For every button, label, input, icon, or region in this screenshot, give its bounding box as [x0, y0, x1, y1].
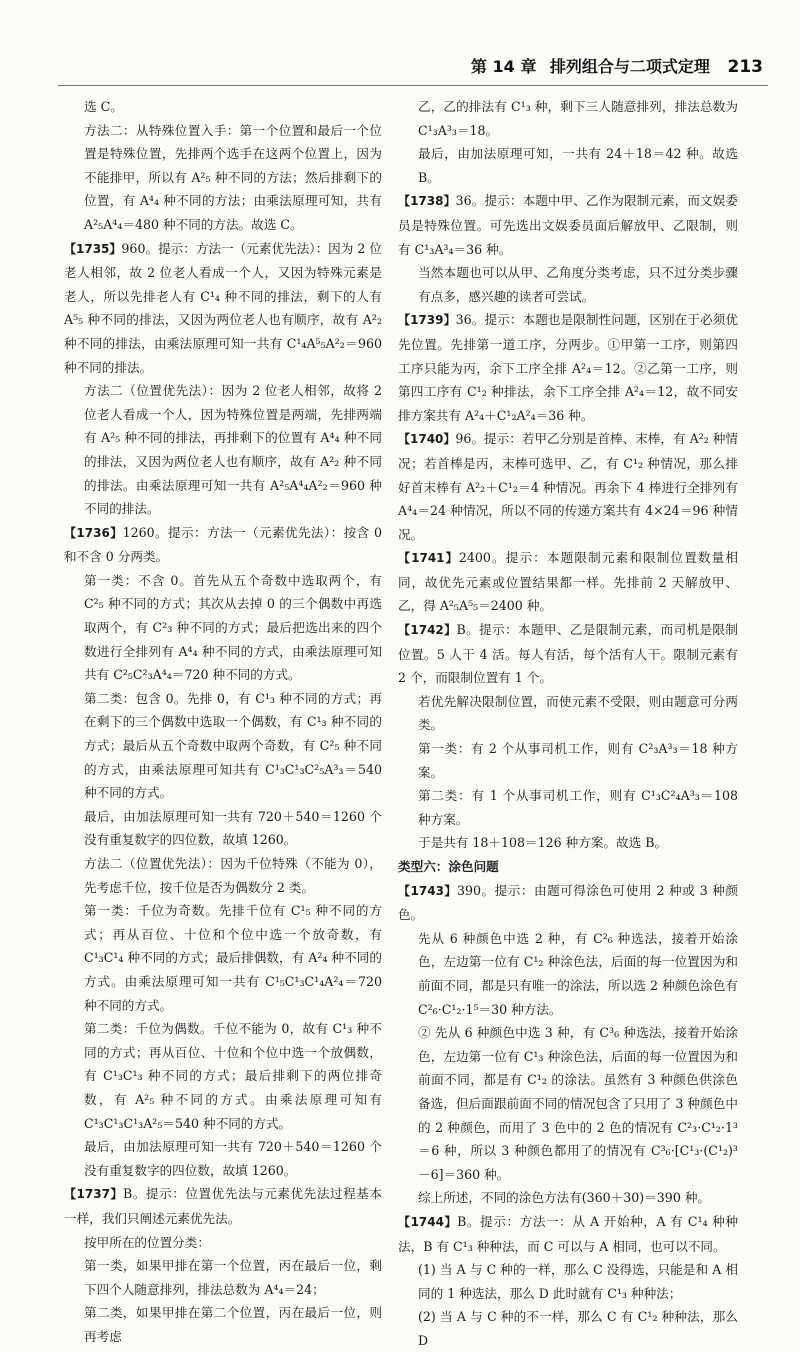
- item-number: 【1740】: [398, 432, 456, 447]
- page-header: [0, 55, 763, 87]
- paragraph: 最后，由加法原理可知一共有 720＋540＝1260 个没有重复数字的四位数，故填 1260。: [84, 808, 382, 848]
- paragraph: 选 C。: [84, 99, 123, 114]
- paragraph: 第一类，如果甲排在第一个位置，丙在最后一位，剩下四个人随意排列，排法总数为 A⁴₄＝24；: [84, 1258, 382, 1297]
- item-text: 36。提示：本题中甲、乙作为限制元素，而文娱委员是特殊位置。可先选出文娱委员面后解放甲、乙限制，则有 C¹₃A³₄＝36 种。: [398, 193, 738, 257]
- item-text: 960。提示：方法一（元素优先法）：因为 2 位老人相邻，故 2 位老人看成一个人，又因为特殊元素是老人，所以先排老人有 C¹₄ 种不同的排法，剩下的人有 A⁵₅ 种不同的排法，又因为两位老人也有顺序，故有 A²₂ 种不同的排法，由乘法原理可知一共有 C¹₄A⁵₅A²₂＝960 种不同的排法。: [64, 240, 382, 375]
- item-text: 36。提示：本题也是限制性问题，区别在于必须优先位置。先排第一道工序，分两步。①甲第一工序，则第四工序只能为丙，余下工序全排 A²₄＝12。②乙第一工序，则第四工序有 C¹₂ 种排法，余下工序全排 A²₄＝12，故不同安排方案共有 A²₄＋C¹₂A²₄＝36 种。: [398, 312, 738, 423]
- item-number: 【1737】: [64, 1187, 124, 1202]
- paragraph: 于是共有 18＋108＝126 种方案。故选 B。: [418, 835, 668, 851]
- answer-item: [64, 521, 382, 569]
- paragraph: 第二类，如果甲排在第二个位置，丙在最后一位，则再考虑: [84, 1305, 382, 1344]
- paragraph: 第二类：有 1 个从事司机工作，则有 C¹₃C²₄A³₃＝108 种方案。: [418, 788, 738, 827]
- paragraph: 若优先解决限制位置，而使元素不受限，则由题意可分两类。: [418, 693, 738, 733]
- item-text: B。提示：本题甲、乙是限制元素，而司机是限制位置。5 人干 4 活。每人有活，每个活有人干。限制元素有 2 个，而限制位置有 1 个。: [398, 622, 738, 686]
- item-number: 【1738】: [398, 194, 456, 209]
- item-text: 96。提示：若甲乙分别是首棒、末棒，有 A²₂ 种情况；若首棒是丙，末棒可选甲、乙，有 C¹₂ 种情况，那么排好首末棒有 A²₂＋C¹₂＝4 种情况。再余下 4 棒进行全排列有 A⁴₄＝24 种情况，所以不同的传递方案共有 4×24＝96 种情况。: [398, 431, 738, 542]
- answer-item: [398, 308, 738, 427]
- chapter-title: 排列组合与二项式定理: [549, 57, 710, 76]
- item-number: 【1743】: [398, 883, 457, 898]
- paragraph: ② 先从 6 种颜色中选 3 种，有 C³₆ 种选法，接着开始涂色，左边第一位有 C¹₃ 种涂色法，后面的每一位置因为和前面不同，都是有 C¹₂ 的涂法。虽然有 3 种颜色供涂色备选，但后面跟前面不同的情况包含了只用了 3 种颜色中的 2 种颜色，而用了 3 色中的 2 色的情况有 C²₃·C¹₂·1³＝6 种，所以 3 种颜色都用了的情况有 C³₆·[C¹₃·(C¹₂)³－6]＝360 种。: [418, 1025, 738, 1182]
- chapter-label: 第 14 章: [470, 57, 537, 76]
- item-text: 390。提示：由题可得涂色可使用 2 种或 3 种颜色。: [398, 882, 738, 923]
- paragraph: 第一类：千位为奇数。先排千位有 C¹₅ 种不同的方式；再从百位、十位和个位中选一个放奇数，有 C¹₃C¹₄ 种不同的方式；最后排偶数，有 A²₄ 种不同的方式。由乘法原理可知一共有 C¹₅C¹₃C¹₄A²₄＝720 种不同的方式。: [84, 903, 382, 1013]
- header-rule: [58, 85, 768, 86]
- answer-item: [398, 879, 738, 927]
- item-text: 2400。提示：本题限制元素和限制位置数量相同，故优先元素或位置结果都一样。先排前 2 天解放甲、乙，得 A²₅A⁵₅＝2400 种。: [398, 550, 738, 614]
- answer-item: [398, 618, 738, 690]
- paragraph: 第一类：不含 0。首先从五个奇数中选取两个，有 C²₅ 种不同的方式；其次从去掉 0 的三个偶数中再选取两个，有 C²₃ 种不同的方式；最后把选出来的四个数进行全排列有 A⁴₄ 种不同的方式，由乘法原理可知共有 C²₅C²₃A⁴₄＝720 种不同的方式。: [84, 572, 382, 683]
- item-number: 【1736】: [64, 525, 123, 540]
- answer-item: [398, 189, 738, 261]
- paragraph: 第二类：包含 0。先排 0，有 C¹₃ 种不同的方式；再在剩下的三个偶数中选取一个偶数，有 C¹₃ 种不同的方式；最后从五个奇数中取两个奇数，有 C²₅ 种不同的方式，由乘法原理可知共有 C¹₃C¹₃C²₅A³₃＝540 种不同的方式。: [84, 690, 382, 801]
- right-column: [398, 95, 738, 1352]
- item-text: B。提示：方法一：从 A 开始种，A 有 C¹₄ 种种法，B 有 C¹₃ 种种法，而 C 可以与 A 相同，也可以不同。: [398, 1213, 738, 1254]
- answer-item: [398, 1210, 738, 1258]
- paragraph: 最后，由加法原理可知，一共有 24＋18＝42 种。故选 B。: [418, 146, 738, 185]
- paragraph: 第二类：千位为偶数。千位不能为 0，故有 C¹₃ 种不同的方式；再从百位、十位和个位中选一个放偶数，有 C¹₃C¹₃ 种不同的方式；最后排剩下的两位排奇数，有 A²₅ 种不同的方式。由乘法原理可知有 C¹₃C¹₃C¹₃A²₅＝540 种不同的方式。: [84, 1021, 382, 1131]
- paragraph: (2) 当 A 与 C 种的不一样，那么 C 有 C¹₂ 种种法，那么 D: [418, 1309, 738, 1348]
- item-number: 【1741】: [398, 551, 459, 566]
- paragraph: 最后，由加法原理可知一共有 720＋540＝1260 个没有重复数字的四位数，故填 1260。: [84, 1139, 382, 1178]
- answer-item: [64, 237, 382, 380]
- answer-item: [398, 546, 738, 618]
- paragraph: 先从 6 种颜色中选 2 种，有 C²₆ 种选法，接着开始涂色，左边第一位有 C¹₂ 种涂色法，后面的每一位置因为和前面不同，都是只有唯一的涂法，所以选 2 种颜色涂色有 C²₆·C¹₂·1⁵＝30 种方法。: [418, 930, 738, 1017]
- paragraph: 方法二：从特殊位置入手：第一个位置和最后一个位置是特殊位置，先排两个选手在这两个位置上，因为不能排甲，所以有 A²₅ 种不同的方法；然后排剩下的位置，有 A⁴₄ 种不同的方法；由乘法原理可知，共有 A²₅A⁴₄＝480 种不同的方法。故选 C。: [84, 122, 382, 232]
- item-number: 【1744】: [398, 1214, 458, 1229]
- paragraph: 综上所述，不同的涂色方法有(360＋30)＝390 种。: [418, 1190, 711, 1206]
- item-text: B。提示：位置优先法与元素优先法过程基本一样，我们只阐述元素优先法。: [64, 1186, 382, 1226]
- section-heading: 类型六：涂色问题: [398, 859, 499, 874]
- answer-item: [64, 1182, 382, 1230]
- paragraph: 方法二（位置优先法）：因为千位特殊（不能为 0），先考虑千位，按千位是否为偶数分 2 类。: [84, 856, 382, 895]
- paragraph: 第一类：有 2 个从事司机工作，则有 C²₃A³₃＝18 种方案。: [418, 741, 738, 780]
- paragraph: (1) 当 A 与 C 种的一样，那么 C 没得选，只能是和 A 相同的 1 种选法，那么 D 此时就有 C¹₃ 种种法；: [418, 1262, 738, 1301]
- answer-item: [398, 427, 738, 546]
- paragraph: 当然本题也可以从甲、乙角度分类考虑，只不过分类步骤有点多，感兴趣的读者可尝试。: [418, 265, 738, 304]
- item-number: 【1739】: [398, 313, 456, 328]
- item-number: 【1735】: [64, 241, 122, 256]
- left-column: [64, 95, 382, 1348]
- item-text: 1260。提示：方法一（元素优先法）：按含 0 和不含 0 分两类。: [64, 524, 382, 565]
- paragraph: 按甲所在的位置分类：: [84, 1234, 210, 1250]
- paragraph: 方法二（位置优先法）：因为 2 位老人相邻，故将 2 位老人看成一个人，因为特殊位置是两端，先排两端有 A²₅ 种不同的排法，再排剩下的位置有 A⁴₄ 种不同的排法，又因为两位老人也有顺序，故有 A²₂ 种不同的排法。由乘法原理可知一共有 A²₅A⁴₄A²₂＝960 种不同的排法。: [84, 383, 382, 517]
- paragraph: 乙，乙的排法有 C¹₃ 种，剩下三人随意排列，排法总数为 C¹₃A³₃＝18。: [418, 99, 738, 138]
- page-number: 213: [727, 57, 763, 77]
- item-number: 【1742】: [398, 623, 457, 638]
